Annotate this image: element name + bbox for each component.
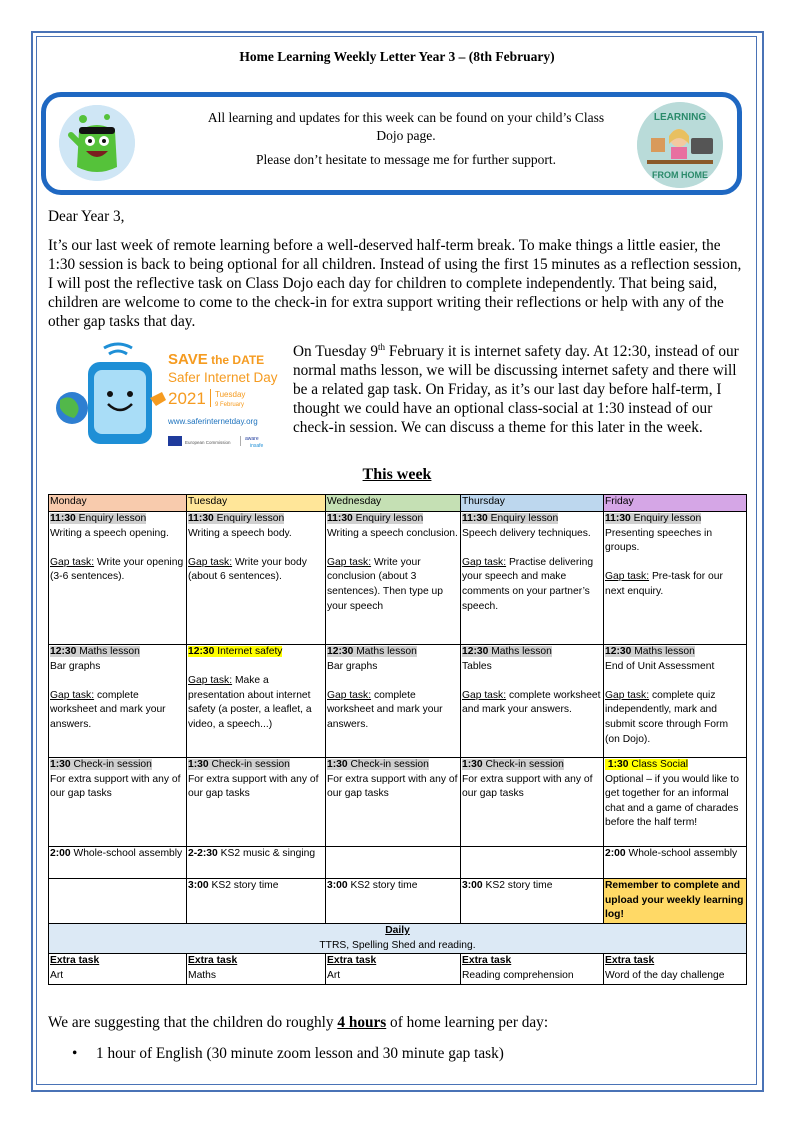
daily-row bbox=[49, 924, 747, 954]
greeting: Dear Year 3, bbox=[48, 208, 125, 225]
class-social-cell: 1:30 Class Social Optional – if you would like to get together for an informal chat and a game of charades before the half term! bbox=[604, 758, 747, 847]
letter-title: Home Learning Weekly Letter Year 3 – (8th February) bbox=[239, 49, 555, 64]
daily-cell bbox=[49, 924, 747, 954]
extra-task-cell: Extra task Art bbox=[49, 954, 187, 985]
banner-line-2: Please don’t hesitate to message me for further support. bbox=[255, 152, 557, 167]
aware-label: aware bbox=[245, 436, 259, 442]
lfh-top-text: LEARNING bbox=[653, 112, 707, 123]
weekly-timetable bbox=[48, 494, 747, 985]
banner-line-1: All learning and updates for this week can be found on your child’s Class Dojo page. bbox=[207, 110, 605, 143]
assembly-row bbox=[49, 847, 747, 879]
extra-task-cell: Extra task Word of the day challenge bbox=[604, 954, 747, 985]
english-bullet: • 1 hour of English (30 minute zoom lesson and 30 minute gap task) bbox=[72, 1045, 504, 1062]
sid-url-text: www.saferinternetday.org bbox=[168, 417, 258, 426]
extra-task-cell: Extra task Reading comprehension bbox=[461, 954, 604, 985]
checkin-cell: 1:30 Check-in session For extra support with any of our gap tasks bbox=[326, 758, 461, 847]
music-cell: 2-2:30 KS2 music & singing bbox=[187, 847, 326, 879]
eu-label: European Commission bbox=[185, 440, 231, 445]
assembly-cell: 2:00 Whole-school assembly bbox=[49, 847, 187, 879]
story-time-cell: 3:00 KS2 story time bbox=[187, 879, 326, 924]
day-header-friday: Friday bbox=[604, 495, 747, 512]
class-dojo-monster-icon bbox=[59, 105, 135, 181]
checkin-cell: 1:30 Check-in session For extra support with any of our gap tasks bbox=[461, 758, 604, 847]
enquiry-cell: 11:30 Enquiry lesson Writing a speech body. Gap task: Write your body (about 6 sentences). bbox=[187, 512, 326, 645]
extra-task-row bbox=[49, 954, 747, 985]
learning-from-home-icon bbox=[637, 102, 723, 188]
maths-cell: 12:30 Maths lesson End of Unit Assessment Gap task: complete quiz independently, mark and submit score through Form (on Dojo). bbox=[604, 645, 747, 758]
extra-task-cell: Extra task Maths bbox=[187, 954, 326, 985]
save-date-text: SAVE the DATE bbox=[168, 351, 265, 368]
intro-paragraph: It’s our last week of remote learning before a well-deserved half-term break. To make things a little easier, the 1:30 session is back to being optional for all children. Instead of using the first 15 minutes as a reflection session, I will post the reflective task on Class Dojo each day for children to complete independently. That being said, children are welcome to come to the check-in for extra support writing their reflections or help with any of the other gap tasks that day. bbox=[48, 237, 742, 330]
checkin-cell: 1:30 Check-in session For extra support with any of our gap tasks bbox=[49, 758, 187, 847]
enquiry-cell: 11:30 Enquiry lesson Speech delivery techniques. Gap task: Practise delivering your speech and make comments on your partner’s speech. bbox=[461, 512, 604, 645]
daily-label: Daily bbox=[385, 925, 410, 936]
enquiry-cell: 11:30 Enquiry lesson Writing a speech opening. Gap task: Write your opening (3-6 sentences). bbox=[49, 512, 187, 645]
maths-cell: 12:30 Maths lesson Tables Gap task: complete worksheet and mark your answers. bbox=[461, 645, 604, 758]
empty-cell bbox=[326, 847, 461, 879]
story-time-cell: 3:00 KS2 story time bbox=[461, 879, 604, 924]
day-header-monday: Monday bbox=[49, 495, 187, 512]
insafe-label: insafe bbox=[250, 443, 264, 449]
banner-text bbox=[196, 109, 616, 169]
checkin-row bbox=[49, 758, 747, 847]
daily-text: TTRS, Spelling Shed and reading. bbox=[319, 939, 476, 951]
info-banner bbox=[41, 92, 742, 195]
maths-row bbox=[49, 645, 747, 758]
learning-log-reminder: Remember to complete and upload your weekly learning log! bbox=[604, 879, 747, 924]
assembly-cell: 2:00 Whole-school assembly bbox=[604, 847, 747, 879]
sid-day-text: Tuesday bbox=[215, 390, 246, 399]
enquiry-cell: 11:30 Enquiry lesson Writing a speech conclusion. Gap task: Write your conclusion (about 3 sentences). Then type up your speech bbox=[326, 512, 461, 645]
lfh-bottom-text: FROM HOME bbox=[652, 170, 708, 180]
sid-date-text: 9 February bbox=[215, 402, 245, 408]
internet-safety-cell: 12:30 Internet safety Gap task: Make a presentation about internet safety (a poster, a leaflet, a video, a speech...) bbox=[187, 645, 326, 758]
hours-suggestion: We are suggesting that the children do roughly 4 hours of home learning per day: bbox=[48, 1014, 549, 1031]
sid-year-text: 2021 bbox=[168, 389, 206, 408]
maths-cell: 12:30 Maths lesson Bar graphs Gap task: complete worksheet and mark your answers. bbox=[49, 645, 187, 758]
this-week-heading: This week bbox=[362, 466, 432, 483]
extra-task-cell: Extra task Art bbox=[326, 954, 461, 985]
timetable-header-row bbox=[49, 495, 747, 512]
enquiry-cell: 11:30 Enquiry lesson Presenting speeches in groups. Gap task: Pre-task for our next enquiry. bbox=[604, 512, 747, 645]
sid-title-text: Safer Internet Day bbox=[168, 370, 278, 385]
safer-internet-day-image bbox=[52, 342, 284, 456]
checkin-cell: 1:30 Check-in session For extra support with any of our gap tasks bbox=[187, 758, 326, 847]
maths-cell: 12:30 Maths lesson Bar graphs Gap task: complete worksheet and mark your answers. bbox=[326, 645, 461, 758]
day-header-tuesday: Tuesday bbox=[187, 495, 326, 512]
day-header-wednesday: Wednesday bbox=[326, 495, 461, 512]
day-header-thursday: Thursday bbox=[461, 495, 604, 512]
story-time-cell: 3:00 KS2 story time bbox=[326, 879, 461, 924]
empty-cell bbox=[49, 879, 187, 924]
empty-cell bbox=[461, 847, 604, 879]
enquiry-row bbox=[49, 512, 747, 645]
internet-safety-paragraph: On Tuesday 9th February it is internet safety day. At 12:30, instead of our normal maths lesson, we will be discussing internet safety and there will be a related gap task. On Friday, as it’s our last day before half-term, I thought we could have an optional class-social at 1:30 instead of our check-in session. We can discuss a theme for this later in the week. bbox=[293, 341, 739, 436]
story-time-row bbox=[49, 879, 747, 924]
